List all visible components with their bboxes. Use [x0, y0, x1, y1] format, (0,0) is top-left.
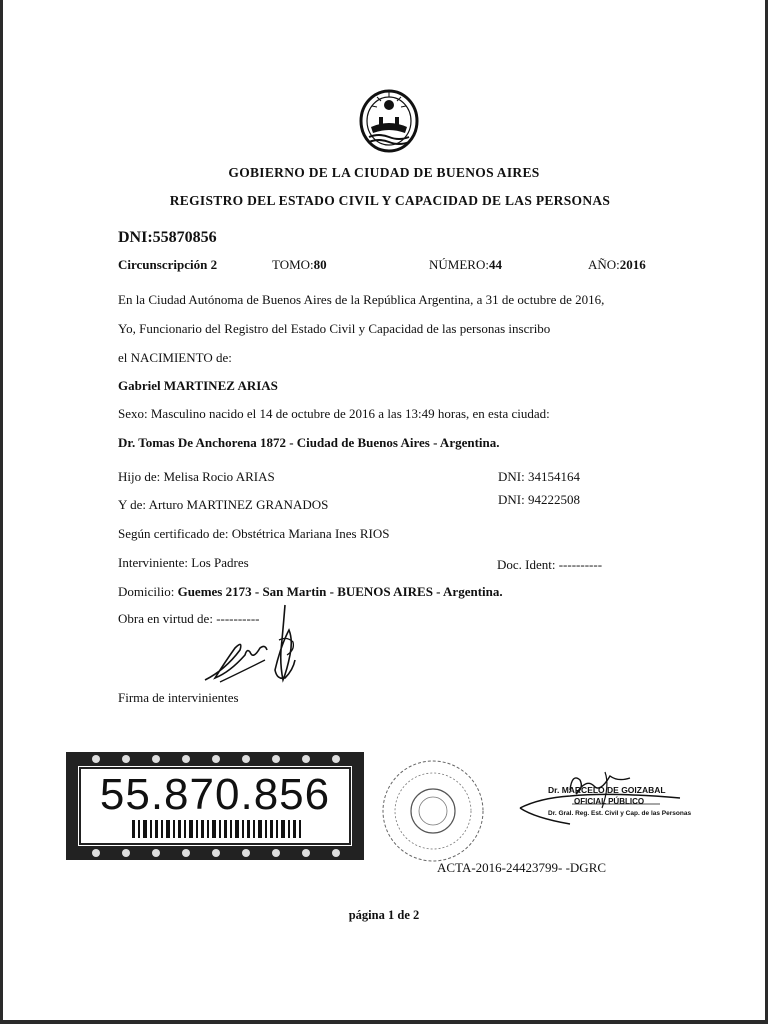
father-line: Y de: Arturo MARTINEZ GRANADOS: [118, 497, 329, 512]
nacimiento-line: el NACIMIENTO de:: [118, 350, 232, 365]
birth-place: Dr. Tomas De Anchorena 1872 - Ciudad de Buenos Aires - Argentina.: [118, 435, 500, 450]
scan-edge-left: [0, 0, 3, 1024]
official-name: Dr. MARCELO DE GOIZABAL: [548, 785, 666, 795]
intro-line: En la Ciudad Autónoma de Buenos Aires de la República Argentina, a 31 de octubre de 2016,: [118, 292, 605, 307]
barcode-number: 55.870.856: [99, 770, 331, 819]
obra-line: Obra en virtud de: ----------: [118, 611, 260, 626]
numero-label: NÚMERO:: [429, 257, 489, 272]
anio-value: 2016: [619, 257, 646, 272]
domicilio-label: Domicilio:: [118, 584, 178, 599]
circunscripcion: Circunscripción 2: [118, 257, 218, 272]
anio-label: AÑO:: [588, 257, 620, 272]
interviniente-line: Interviniente: Los Padres: [118, 555, 249, 570]
mother-dni: DNI: 34154164: [498, 469, 580, 484]
tomo: [272, 257, 327, 273]
registrar-line: Yo, Funcionario del Registro del Estado Civil y Capacidad de las personas inscribo: [118, 321, 551, 336]
official-seal-stamp: [378, 756, 488, 866]
buenos-aires-crest-icon: [357, 89, 421, 153]
dni-number: DNI:55870856: [118, 229, 217, 246]
domicilio-value: Guemes 2173 - San Martin - BUENOS AIRES - Argentina.: [177, 584, 503, 599]
tomo-label: TOMO:: [272, 257, 314, 272]
child-name: Gabriel MARTINEZ ARIAS: [118, 378, 278, 393]
numero: [429, 257, 502, 273]
official-department: Dr. Gral. Reg. Est. Civil y Cap. de las Personas: [548, 810, 692, 817]
security-barcode-label: [66, 752, 364, 860]
numero-value: 44: [488, 257, 502, 272]
acta-number: ACTA-2016-24423799- -DGRC: [437, 860, 607, 875]
page-number: página 1 de 2: [348, 908, 420, 922]
mother-line: Hijo de: Melisa Rocio ARIAS: [118, 469, 275, 484]
doc-ident: Doc. Ident: ----------: [497, 557, 603, 572]
certificado-line: Según certificado de: Obstétrica Mariana Ines RIOS: [118, 526, 390, 541]
domicilio-line: [118, 584, 503, 600]
sexo-line: Sexo: Masculino nacido el 14 de octubre de 2016 a las 13:49 horas, en esta ciudad:: [118, 406, 550, 421]
intervinientes-signature: [195, 600, 315, 695]
official-title: OFICIAL PÚBLICO: [574, 797, 645, 806]
father-dni: DNI: 94222508: [498, 492, 580, 507]
tomo-value: 80: [313, 257, 327, 272]
firma-label: Firma de intervinientes: [118, 690, 239, 705]
scan-edge-bottom: [0, 1020, 768, 1024]
anio: [588, 257, 646, 273]
header-registry: REGISTRO DEL ESTADO CIVIL Y CAPACIDAD DE LAS PERSONAS: [169, 193, 611, 208]
header-government: GOBIERNO DE LA CIUDAD DE BUENOS AIRES: [228, 165, 540, 180]
